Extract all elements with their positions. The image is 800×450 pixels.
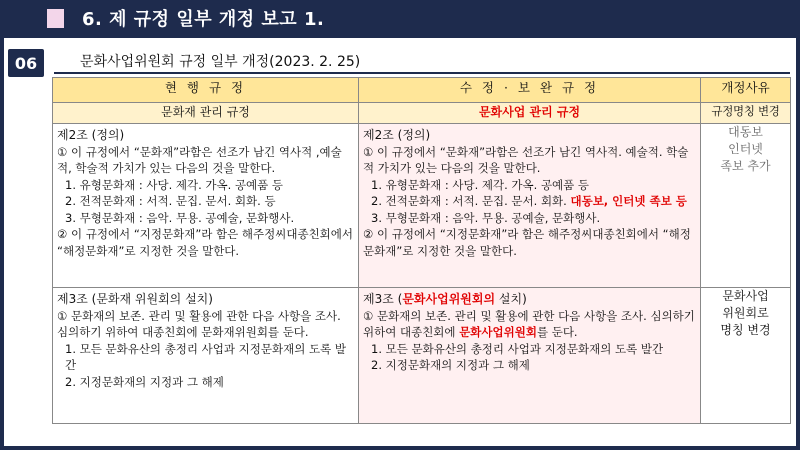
row1-current-item2: 2. 전적문화재 : 서적. 문집. 문서. 회화. 등 bbox=[65, 194, 276, 208]
row2-current-cell bbox=[53, 288, 359, 424]
row1-current-clause1: ① 이 규정에서 “문화재”라함은 선조가 남긴 역사적 ,예술적, 학술적 가치가 있는 다음의 것을 말한다. bbox=[57, 144, 342, 175]
row2-revised-clause1-prefix: ① 문화재의 보존. 관리 및 활용에 관한 다음 사항을 조사. 심의하기 위하여 대종친회에 bbox=[363, 308, 695, 339]
row2-current-clause1: ① 문화재의 보존. 관리 및 활용에 관한 다음 사항을 조사. 심의하기 위하여 대종친회에 문화재위원회를 둔다. bbox=[57, 308, 341, 339]
row1-revised-item3: 3. 무형문화재 : 음악. 무용. 공예술, 문화행사. bbox=[371, 210, 601, 225]
row2-revised-clause1-changed: 문화사업위원회 bbox=[459, 325, 537, 339]
table-header-row bbox=[53, 78, 791, 103]
row1-revised-item2 bbox=[363, 193, 696, 210]
header-revised: 수 정 · 보 완 규 정 bbox=[359, 78, 701, 103]
row1-revised-clause2: ② 이 규정에서 “지정문화재”라 함은 해주정씨대종친회에서 “해정문화재”로 지정한 것을 말한다. bbox=[363, 227, 691, 258]
row2-reason-cell bbox=[701, 288, 791, 424]
row2-revised-item1: 1. 모든 문화유산의 총정리 사업과 지정문화재의 도록 발간 bbox=[371, 341, 664, 356]
row1-reason-cell bbox=[701, 124, 791, 288]
row2-revised-clause1-suffix: 를 둔다. bbox=[536, 325, 578, 339]
header-reason: 개정사유 bbox=[701, 78, 791, 103]
section-subtitle: 문화사업위원회 규정 일부 개정(2023. 2. 25) bbox=[80, 54, 361, 70]
row1-reason-line: 인터넷 bbox=[728, 142, 763, 156]
row1-current-clause2: ② 이 규정에서 “지정문화재”라 함은 해주정씨대종친회에서 “해정문화재”로 지정한 것을 말한다. bbox=[57, 227, 354, 258]
table-row bbox=[53, 288, 791, 424]
subheader-current: 문화재 관리 규정 bbox=[53, 103, 359, 124]
row2-revised-clause1 bbox=[363, 308, 696, 341]
row1-revised-clause1: ① 이 규정에서 “문화재”라함은 선조가 남긴 역사적. 예술적. 학술적 가치가 있는 다음의 것을 말한다. bbox=[363, 144, 689, 175]
row2-revised-article-suffix: 설치) bbox=[495, 292, 527, 306]
row1-revised-article: 제2조 (정의) bbox=[363, 128, 431, 142]
section-number-badge: 06 bbox=[8, 49, 44, 77]
row2-revised-article-prefix: 제3조 ( bbox=[363, 292, 403, 306]
row1-revised-item2-added: 대동보, 인터넷 족보 등 bbox=[570, 194, 687, 208]
row2-reason-line: 위원회로 bbox=[722, 306, 769, 320]
row1-current-article: 제2조 (정의) bbox=[57, 128, 125, 142]
row1-current-item3: 3. 무형문화재 : 음악. 무용. 공예술, 문화행사. bbox=[65, 210, 295, 225]
row2-revised-item2: 2. 지정문화재의 지정과 그 해제 bbox=[371, 358, 530, 372]
row1-current-cell bbox=[53, 124, 359, 288]
row2-current-article: 제3조 (문화재 위원회의 설치) bbox=[57, 292, 213, 306]
header-square-icon bbox=[47, 9, 64, 28]
table-row bbox=[53, 124, 791, 288]
subtitle-divider bbox=[54, 72, 790, 74]
row1-reason-line: 대동보 bbox=[728, 125, 763, 139]
regulation-comparison-table bbox=[52, 77, 791, 424]
slide-header bbox=[0, 0, 800, 36]
table-subheader-row bbox=[53, 103, 791, 124]
row2-revised-article-changed: 문화사업위원회의 bbox=[402, 292, 496, 306]
row1-revised-item2-text: 2. 전적문화재 : 서적. 문집. 문서. 회화. bbox=[371, 194, 571, 208]
row2-reason-line: 문화사업 bbox=[722, 289, 769, 303]
slide-title: 6. 제 규정 일부 개정 보고 1. bbox=[82, 9, 325, 30]
subheader-revised: 문화사업 관리 규정 bbox=[359, 103, 701, 124]
row2-current-item2: 2. 지정문화재의 지정과 그 해제 bbox=[65, 374, 224, 389]
row1-revised-item1: 1. 유형문화재 : 사당. 제각. 가옥. 공예품 등 bbox=[371, 177, 590, 192]
subheader-reason: 규정명칭 변경 bbox=[701, 103, 791, 124]
row1-current-item1: 1. 유형문화재 : 사당. 제각. 가옥. 공예품 등 bbox=[65, 177, 284, 192]
row1-revised-cell bbox=[359, 124, 701, 288]
row1-reason-line: 족보 추가 bbox=[720, 159, 771, 173]
row2-reason-line: 명칭 변경 bbox=[720, 323, 771, 337]
header-current: 현 행 규 정 bbox=[53, 78, 359, 103]
row2-revised-cell bbox=[359, 288, 701, 424]
row2-revised-article bbox=[363, 291, 696, 308]
row2-current-item1: 1. 모든 문화유산의 총정리 사업과 지정문화재의 도록 발간 bbox=[65, 341, 346, 372]
